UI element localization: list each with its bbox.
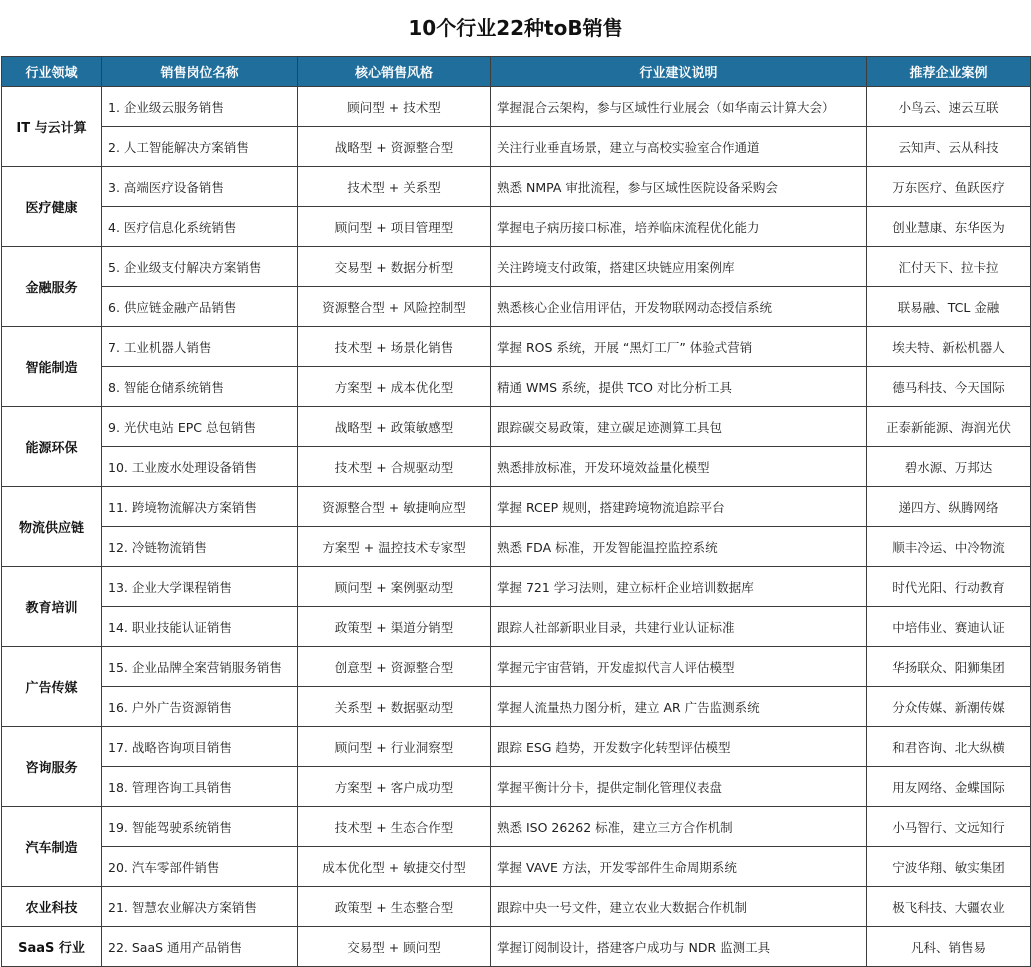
industry-cell: 教育培训 (2, 567, 102, 647)
position-cell: 13. 企业大学课程销售 (102, 567, 298, 607)
style-cell: 成本优化型 + 敏捷交付型 (298, 847, 491, 887)
position-cell: 5. 企业级支付解决方案销售 (102, 247, 298, 287)
cases-cell: 用友网络、金蝶国际 (867, 767, 1031, 807)
industry-cell: SaaS 行业 (2, 927, 102, 967)
cases-cell: 万东医疗、鱼跃医疗 (867, 167, 1031, 207)
cases-cell: 凡科、销售易 (867, 927, 1031, 967)
table-row (2, 567, 1031, 607)
advice-cell: 掌握元宇宙营销，开发虚拟代言人评估模型 (491, 647, 867, 687)
cases-cell: 极飞科技、大疆农业 (867, 887, 1031, 927)
position-cell: 17. 战略咨询项目销售 (102, 727, 298, 767)
industry-cell: 物流供应链 (2, 487, 102, 567)
style-cell: 战略型 + 资源整合型 (298, 127, 491, 167)
advice-cell: 掌握 721 学习法则，建立标杆企业培训数据库 (491, 567, 867, 607)
table-body (2, 87, 1031, 967)
table-row (2, 527, 1031, 567)
cases-cell: 云知声、云从科技 (867, 127, 1031, 167)
advice-cell: 掌握 VAVE 方法，开发零部件生命周期系统 (491, 847, 867, 887)
style-cell: 交易型 + 顾问型 (298, 927, 491, 967)
header-advice: 行业建议说明 (491, 57, 867, 87)
table-row (2, 247, 1031, 287)
table-row (2, 87, 1031, 127)
header-cases: 推荐企业案例 (867, 57, 1031, 87)
industry-cell: 咨询服务 (2, 727, 102, 807)
table-row (2, 687, 1031, 727)
cases-cell: 碧水源、万邦达 (867, 447, 1031, 487)
table-row (2, 407, 1031, 447)
style-cell: 方案型 + 成本优化型 (298, 367, 491, 407)
industry-cell: 智能制造 (2, 327, 102, 407)
cases-cell: 汇付天下、拉卡拉 (867, 247, 1031, 287)
table-row (2, 767, 1031, 807)
advice-cell: 熟悉核心企业信用评估，开发物联网动态授信系统 (491, 287, 867, 327)
position-cell: 15. 企业品牌全案营销服务销售 (102, 647, 298, 687)
table-row (2, 207, 1031, 247)
style-cell: 交易型 + 数据分析型 (298, 247, 491, 287)
advice-cell: 掌握人流量热力图分析，建立 AR 广告监测系统 (491, 687, 867, 727)
industry-cell: 医疗健康 (2, 167, 102, 247)
advice-cell: 掌握 ROS 系统，开展 “黑灯工厂” 体验式营销 (491, 327, 867, 367)
style-cell: 方案型 + 温控技术专家型 (298, 527, 491, 567)
cases-cell: 分众传媒、新潮传媒 (867, 687, 1031, 727)
header-industry: 行业领域 (2, 57, 102, 87)
table-row (2, 647, 1031, 687)
advice-cell: 熟悉 FDA 标准，开发智能温控监控系统 (491, 527, 867, 567)
style-cell: 技术型 + 场景化销售 (298, 327, 491, 367)
style-cell: 政策型 + 渠道分销型 (298, 607, 491, 647)
industry-cell: 农业科技 (2, 887, 102, 927)
cases-cell: 创业慧康、东华医为 (867, 207, 1031, 247)
advice-cell: 跟踪碳交易政策，建立碳足迹测算工具包 (491, 407, 867, 447)
table-row (2, 847, 1031, 887)
style-cell: 战略型 + 政策敏感型 (298, 407, 491, 447)
style-cell: 顾问型 + 技术型 (298, 87, 491, 127)
position-cell: 20. 汽车零部件销售 (102, 847, 298, 887)
cases-cell: 联易融、TCL 金融 (867, 287, 1031, 327)
position-cell: 8. 智能仓储系统销售 (102, 367, 298, 407)
position-cell: 18. 管理咨询工具销售 (102, 767, 298, 807)
header-position: 销售岗位名称 (102, 57, 298, 87)
style-cell: 政策型 + 生态整合型 (298, 887, 491, 927)
position-cell: 14. 职业技能认证销售 (102, 607, 298, 647)
advice-cell: 跟踪 ESG 趋势，开发数字化转型评估模型 (491, 727, 867, 767)
table-row (2, 127, 1031, 167)
position-cell: 12. 冷链物流销售 (102, 527, 298, 567)
industry-cell: 广告传媒 (2, 647, 102, 727)
advice-cell: 掌握订阅制设计，搭建客户成功与 NDR 监测工具 (491, 927, 867, 967)
cases-cell: 华扬联众、阳狮集团 (867, 647, 1031, 687)
table-row (2, 607, 1031, 647)
table-row (2, 487, 1031, 527)
cases-cell: 宁波华翔、敏实集团 (867, 847, 1031, 887)
advice-cell: 掌握电子病历接口标准，培养临床流程优化能力 (491, 207, 867, 247)
header-style: 核心销售风格 (298, 57, 491, 87)
cases-cell: 埃夫特、新松机器人 (867, 327, 1031, 367)
advice-cell: 熟悉 ISO 26262 标准，建立三方合作机制 (491, 807, 867, 847)
cases-cell: 递四方、纵腾网络 (867, 487, 1031, 527)
cases-cell: 中培伟业、赛迪认证 (867, 607, 1031, 647)
style-cell: 顾问型 + 行业洞察型 (298, 727, 491, 767)
cases-cell: 小鸟云、速云互联 (867, 87, 1031, 127)
table-row (2, 727, 1031, 767)
position-cell: 7. 工业机器人销售 (102, 327, 298, 367)
industry-cell: 能源环保 (2, 407, 102, 487)
style-cell: 技术型 + 合规驱动型 (298, 447, 491, 487)
cases-cell: 德马科技、今天国际 (867, 367, 1031, 407)
table-header-row (2, 57, 1031, 87)
advice-cell: 熟悉排放标准，开发环境效益量化模型 (491, 447, 867, 487)
industry-cell: 汽车制造 (2, 807, 102, 887)
style-cell: 技术型 + 生态合作型 (298, 807, 491, 847)
position-cell: 2. 人工智能解决方案销售 (102, 127, 298, 167)
cases-cell: 顺丰冷运、中冷物流 (867, 527, 1031, 567)
sales-table (1, 56, 1031, 967)
cases-cell: 时代光阳、行动教育 (867, 567, 1031, 607)
table-row (2, 287, 1031, 327)
advice-cell: 关注行业垂直场景，建立与高校实验室合作通道 (491, 127, 867, 167)
position-cell: 21. 智慧农业解决方案销售 (102, 887, 298, 927)
advice-cell: 跟踪中央一号文件，建立农业大数据合作机制 (491, 887, 867, 927)
advice-cell: 掌握平衡计分卡，提供定制化管理仪表盘 (491, 767, 867, 807)
style-cell: 方案型 + 客户成功型 (298, 767, 491, 807)
position-cell: 16. 户外广告资源销售 (102, 687, 298, 727)
style-cell: 顾问型 + 案例驱动型 (298, 567, 491, 607)
cases-cell: 小马智行、文远知行 (867, 807, 1031, 847)
position-cell: 19. 智能驾驶系统销售 (102, 807, 298, 847)
table-row (2, 327, 1031, 367)
position-cell: 11. 跨境物流解决方案销售 (102, 487, 298, 527)
cases-cell: 正泰新能源、海润光伏 (867, 407, 1031, 447)
table-row (2, 167, 1031, 207)
table-row (2, 887, 1031, 927)
advice-cell: 关注跨境支付政策，搭建区块链应用案例库 (491, 247, 867, 287)
position-cell: 10. 工业废水处理设备销售 (102, 447, 298, 487)
style-cell: 创意型 + 资源整合型 (298, 647, 491, 687)
position-cell: 22. SaaS 通用产品销售 (102, 927, 298, 967)
style-cell: 技术型 + 关系型 (298, 167, 491, 207)
advice-cell: 掌握混合云架构，参与区域性行业展会（如华南云计算大会） (491, 87, 867, 127)
style-cell: 资源整合型 + 风险控制型 (298, 287, 491, 327)
table-row (2, 927, 1031, 967)
advice-cell: 掌握 RCEP 规则，搭建跨境物流追踪平台 (491, 487, 867, 527)
position-cell: 3. 高端医疗设备销售 (102, 167, 298, 207)
table-row (2, 807, 1031, 847)
style-cell: 资源整合型 + 敏捷响应型 (298, 487, 491, 527)
position-cell: 1. 企业级云服务销售 (102, 87, 298, 127)
table-row (2, 447, 1031, 487)
style-cell: 关系型 + 数据驱动型 (298, 687, 491, 727)
cases-cell: 和君咨询、北大纵横 (867, 727, 1031, 767)
advice-cell: 跟踪人社部新职业目录，共建行业认证标准 (491, 607, 867, 647)
table-row (2, 367, 1031, 407)
advice-cell: 熟悉 NMPA 审批流程，参与区域性医院设备采购会 (491, 167, 867, 207)
advice-cell: 精通 WMS 系统，提供 TCO 对比分析工具 (491, 367, 867, 407)
page-title: 10个行业22种toB销售 (408, 16, 623, 40)
position-cell: 9. 光伏电站 EPC 总包销售 (102, 407, 298, 447)
style-cell: 顾问型 + 项目管理型 (298, 207, 491, 247)
position-cell: 4. 医疗信息化系统销售 (102, 207, 298, 247)
industry-cell: IT 与云计算 (2, 87, 102, 167)
industry-cell: 金融服务 (2, 247, 102, 327)
position-cell: 6. 供应链金融产品销售 (102, 287, 298, 327)
